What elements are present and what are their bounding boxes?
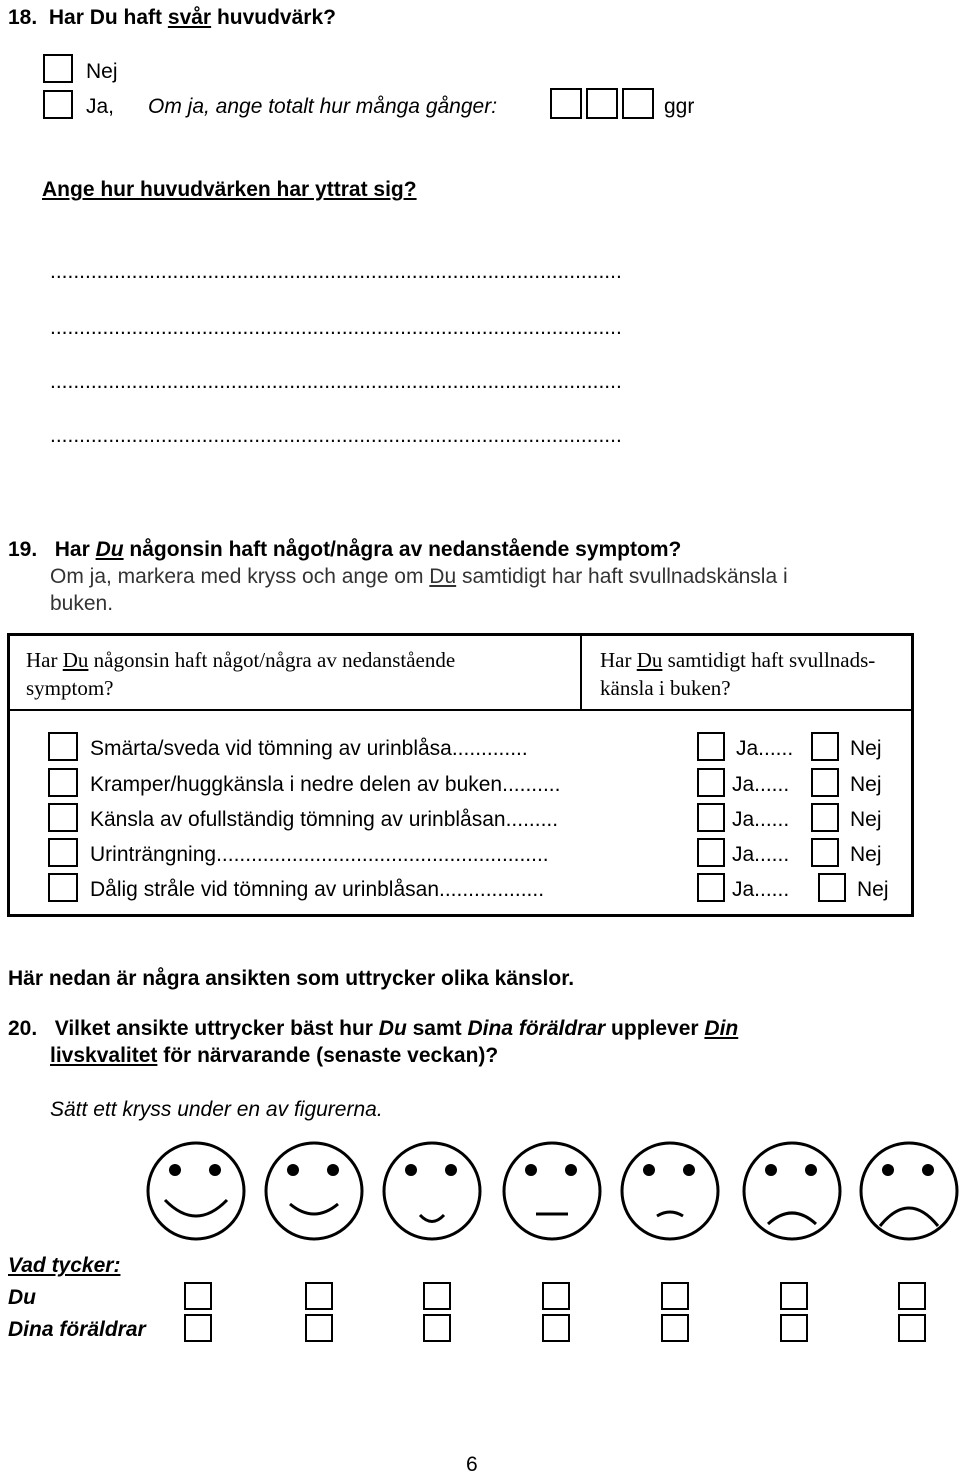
q18-yes-checkbox[interactable] <box>43 90 73 119</box>
you-face-3-checkbox[interactable] <box>423 1282 451 1310</box>
table-header-divider <box>10 709 911 711</box>
symptom-5-no-checkbox[interactable] <box>818 873 846 902</box>
symptom-2-no-label: Nej <box>850 773 882 796</box>
left-header-line-2: symptom? <box>26 676 114 700</box>
you-face-6-checkbox[interactable] <box>780 1282 808 1310</box>
q18-title <box>8 6 336 30</box>
q19-title-du: Du <box>95 538 124 561</box>
q20-instruction: Sätt ett kryss under en av figurerna. <box>50 1098 383 1121</box>
faces-row <box>0 1140 960 1260</box>
face-very-happy-icon <box>148 1143 244 1239</box>
right-header-line-2: känsla i buken? <box>600 676 731 700</box>
symptom-5-yes-label: Ja...... <box>732 878 790 901</box>
table-column-divider <box>580 636 582 709</box>
symptom-3-no-label: Nej <box>850 808 882 831</box>
you-face-5-checkbox[interactable] <box>661 1282 689 1310</box>
face-slightly-happy-icon <box>384 1143 480 1239</box>
symptom-4-checkbox[interactable] <box>48 838 78 867</box>
q20-title-line-2 <box>50 1044 498 1068</box>
symptom-3-no-checkbox[interactable] <box>811 803 839 832</box>
right-header-post: samtidigt haft svullnads- <box>662 648 876 672</box>
symptom-2-yes-checkbox[interactable] <box>697 768 725 797</box>
symptom-1-no-label: Nej <box>850 737 882 760</box>
symptom-1-yes-checkbox[interactable] <box>697 732 725 761</box>
q18-no-label: Nej <box>86 60 118 83</box>
symptom-2-label: Kramper/huggkänsla i nedre delen av buken.......... <box>90 773 561 796</box>
symptom-5-no-label: Nej <box>857 878 889 901</box>
parents-face-1-checkbox[interactable] <box>184 1314 212 1342</box>
q18-answer-line-3[interactable]: .................................................................................................. <box>50 370 622 393</box>
q18-answer-line-2[interactable]: .................................................................................................. <box>50 316 622 339</box>
parents-face-2-checkbox[interactable] <box>305 1314 333 1342</box>
symptom-2-no-checkbox[interactable] <box>811 768 839 797</box>
face-sad-icon <box>744 1143 840 1239</box>
parents-face-7-checkbox[interactable] <box>898 1314 926 1342</box>
symptom-1-label: Smärta/sveda vid tömning av urinblåsa............. <box>90 737 528 760</box>
q20-title-du: Du <box>378 1017 407 1040</box>
symptom-4-yes-checkbox[interactable] <box>697 838 725 867</box>
symptom-4-no-label: Nej <box>850 843 882 866</box>
q18-title-underlined: svår <box>167 6 212 29</box>
symptom-4-yes-label: Ja...... <box>732 843 790 866</box>
symptom-4-no-checkbox[interactable] <box>811 838 839 867</box>
q18-describe-prompt: Ange hur huvudvärken har yttrat sig? <box>42 178 417 201</box>
symptom-1-checkbox[interactable] <box>48 732 78 761</box>
q18-yes-label: Ja, <box>86 95 115 118</box>
faces-intro: Här nedan är några ansikten som uttrycker olika känslor. <box>8 967 575 990</box>
table-right-header <box>600 646 875 702</box>
q18-count-digit-2[interactable] <box>586 88 618 119</box>
q19-instruction-du: Du <box>429 565 457 588</box>
you-face-2-checkbox[interactable] <box>305 1282 333 1310</box>
parents-face-5-checkbox[interactable] <box>661 1314 689 1342</box>
parents-face-6-checkbox[interactable] <box>780 1314 808 1342</box>
q19-instruction-post: samtidigt har haft svullnadskänsla i <box>456 565 788 588</box>
symptom-3-yes-label: Ja...... <box>732 808 790 831</box>
q19-title <box>8 538 681 562</box>
q20-number: 20. <box>8 1017 38 1040</box>
symptom-3-checkbox[interactable] <box>48 803 78 832</box>
q20-title-line-1 <box>8 1017 738 1041</box>
symptom-5-checkbox[interactable] <box>48 873 78 902</box>
left-header-pre: Har <box>26 648 63 672</box>
q20-title-post: upplever <box>605 1017 705 1040</box>
you-face-7-checkbox[interactable] <box>898 1282 926 1310</box>
rater-parents-label: Dina föräldrar <box>8 1318 146 1341</box>
q20-title-mid: samt <box>406 1017 468 1040</box>
symptom-1-yes-label: Ja...... <box>736 737 794 760</box>
q18-answer-line-1[interactable]: .................................................................................................. <box>50 260 622 283</box>
symptom-5-yes-checkbox[interactable] <box>697 873 725 902</box>
q19-number: 19. <box>8 538 38 561</box>
page-number: 6 <box>466 1453 478 1476</box>
rater-you-label: Du <box>8 1286 36 1309</box>
q19-instruction-pre: Om ja, markera med kryss och ange om <box>50 565 430 588</box>
q18-title-post: huvudvärk? <box>211 6 336 29</box>
left-header-post: någonsin haft något/några av nedanstående <box>88 648 456 672</box>
table-left-header <box>26 646 455 702</box>
q18-count-digit-1[interactable] <box>550 88 582 119</box>
q19-instruction-line-2: buken. <box>50 592 114 615</box>
face-very-sad-icon <box>861 1143 957 1239</box>
you-face-4-checkbox[interactable] <box>542 1282 570 1310</box>
symptom-3-label: Känsla av ofullständig tömning av urinblåsan......... <box>90 808 559 831</box>
face-happy-icon <box>266 1143 362 1239</box>
q19-instruction-line-1 <box>50 565 788 589</box>
q19-title-post: någonsin haft något/några av nedanstående symptom? <box>123 538 682 561</box>
face-slightly-sad-icon <box>622 1143 718 1239</box>
q18-answer-line-4[interactable]: .................................................................................................. <box>50 424 622 447</box>
symptom-5-label: Dålig stråle vid tömning av urinblåsan.................. <box>90 878 545 901</box>
q18-title-pre: Har Du haft <box>48 6 168 29</box>
symptom-2-checkbox[interactable] <box>48 768 78 797</box>
left-header-du: Du <box>62 648 89 672</box>
q18-count-prompt: Om ja, ange totalt hur många gånger: <box>148 95 498 118</box>
q18-count-digit-3[interactable] <box>622 88 654 119</box>
right-header-pre: Har <box>600 648 637 672</box>
q20-title-pre: Vilket ansikte uttrycker bäst hur <box>54 1017 379 1040</box>
symptom-4-label: Urinträngning......................................................... <box>90 843 549 866</box>
rating-heading: Vad tycker: <box>8 1254 121 1277</box>
symptom-table <box>7 633 914 917</box>
q20-title-din: Din <box>704 1017 739 1040</box>
q20-title-line-2-post: för närvarande (senaste veckan)? <box>157 1044 499 1067</box>
q20-title-livskvalitet: livskvalitet <box>50 1044 158 1067</box>
q19-title-pre: Har <box>54 538 96 561</box>
right-header-du: Du <box>636 648 663 672</box>
q18-count-unit: ggr <box>664 95 695 118</box>
symptom-3-yes-checkbox[interactable] <box>697 803 725 832</box>
symptom-2-yes-label: Ja...... <box>732 773 790 796</box>
parents-face-3-checkbox[interactable] <box>423 1314 451 1342</box>
you-face-1-checkbox[interactable] <box>184 1282 212 1310</box>
q18-number: 18. <box>8 6 38 29</box>
q20-title-parents: Dina föräldrar <box>467 1017 606 1040</box>
parents-face-4-checkbox[interactable] <box>542 1314 570 1342</box>
face-neutral-icon <box>504 1143 600 1239</box>
q18-no-checkbox[interactable] <box>43 54 73 83</box>
symptom-1-no-checkbox[interactable] <box>811 732 839 761</box>
